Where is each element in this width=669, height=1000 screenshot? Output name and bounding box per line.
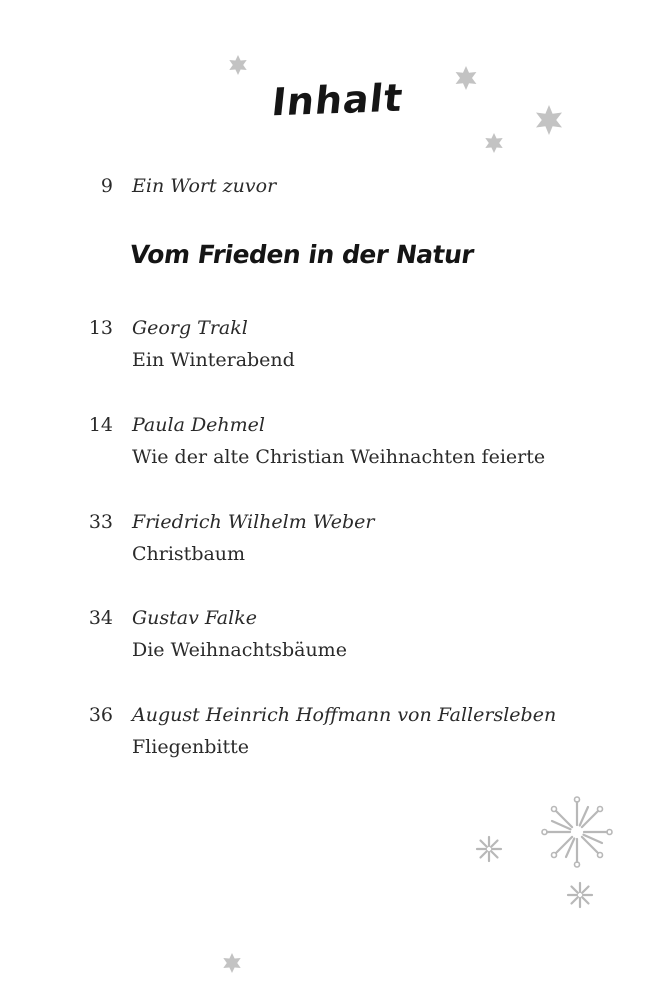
entry-work: Ein Winterabend [132, 349, 295, 371]
entry-title: Ein Wort zuvor [132, 175, 277, 197]
page-number: 36 [88, 704, 113, 726]
page-number: 9 [100, 175, 113, 197]
page-number: 34 [88, 607, 113, 629]
entry-author: Georg Trakl [132, 317, 248, 339]
toc-entry [0, 409, 669, 469]
page-number: 14 [88, 414, 113, 436]
firework-burst-icon [540, 795, 614, 869]
page-title: Inhalt [269, 75, 406, 125]
toc-entry [0, 312, 669, 372]
entry-author: Paula Dehmel [132, 414, 265, 436]
star-icon [532, 103, 566, 137]
star-icon [452, 64, 480, 92]
entry-work: Christbaum [132, 543, 246, 565]
toc-entry [0, 602, 669, 662]
entry-author: Friedrich Wilhelm Weber [132, 511, 375, 533]
entry-author: August Heinrich Hoffmann von Fallersleben [132, 704, 557, 726]
toc-entry [0, 506, 669, 566]
entry-author: Gustav Falke [132, 607, 257, 629]
toc-entry [0, 699, 669, 759]
firework-burst-icon [565, 880, 595, 910]
star-icon [482, 131, 506, 155]
page-number: 33 [88, 511, 113, 533]
entry-work: Die Weihnachtsbäume [132, 639, 347, 661]
toc-entry-intro [0, 170, 669, 230]
star-icon [226, 53, 250, 77]
star-icon [220, 951, 244, 975]
entry-work: Wie der alte Christian Weihnachten feierte [132, 446, 546, 468]
firework-burst-icon [474, 834, 504, 864]
page-number: 13 [88, 317, 113, 339]
entry-work: Fliegenbitte [132, 736, 249, 758]
section-title: Vom Frieden in der Natur [127, 240, 476, 269]
